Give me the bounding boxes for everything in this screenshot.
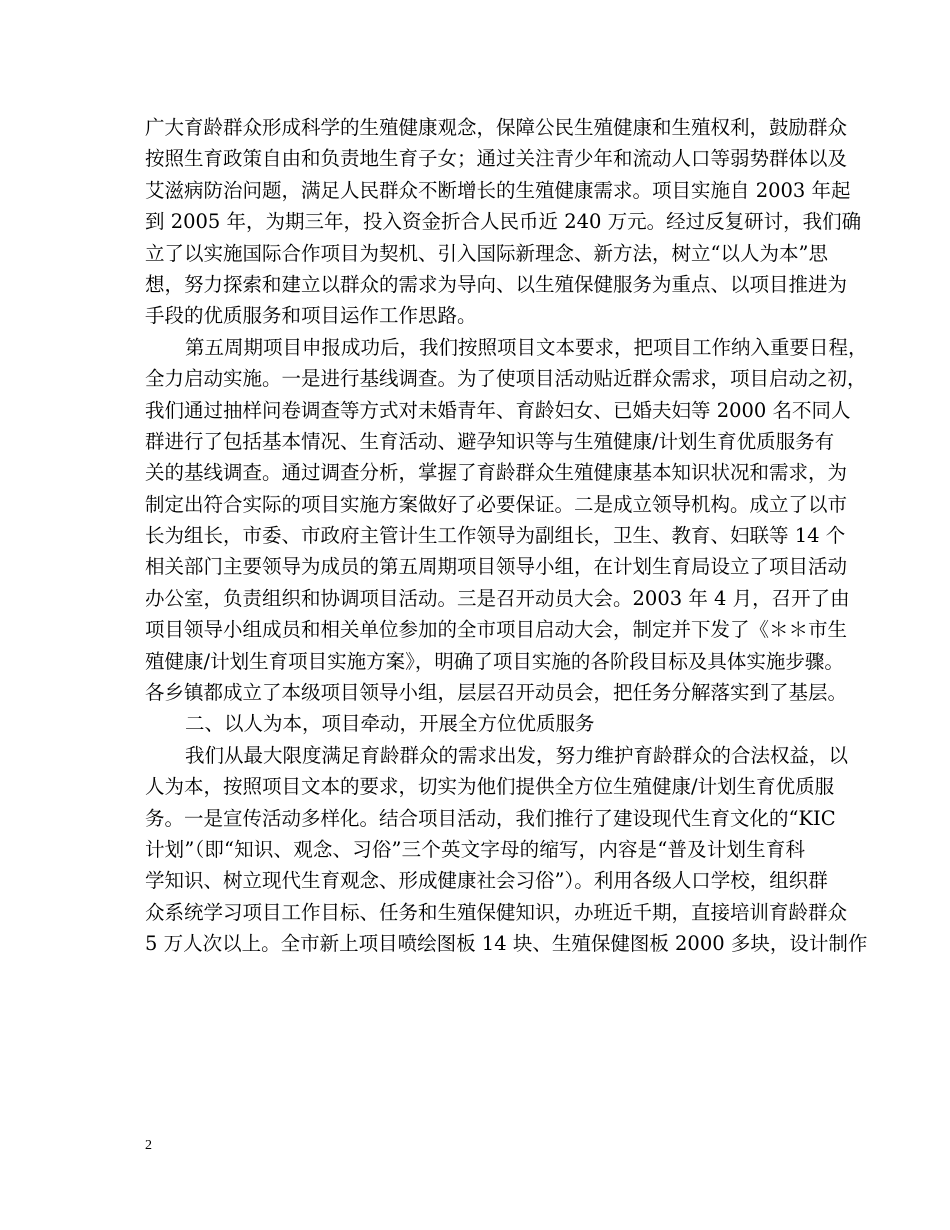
text-line: 制定出符合实际的项目实施方案做好了必要保证。二是成立领导机构。成立了以市 (145, 492, 848, 516)
text-line: 第五周期项目申报成功后，我们按照项目文本要求，把项目工作纳入重要日程， (185, 335, 868, 359)
page-number: 2 (145, 1138, 152, 1153)
section-heading (145, 708, 805, 739)
text-line: 众系统学习项目工作目标、任务和生殖保健知识，办班近千期，直接培训育龄群众 (145, 900, 848, 924)
text-line: 我们从最大限度满足育龄群众的需求出发，努力维护育龄群众的合法权益，以 (185, 743, 849, 767)
paragraph (145, 740, 868, 960)
text-line: 全力启动实施。一是进行基线调查。为了使项目活动贴近群众需求，项目启动之初， (145, 367, 867, 391)
paragraph (145, 332, 868, 709)
text-line: 人为本，按照项目文本的要求，切实为他们提供全方位生殖健康/计划生育优质服 (145, 775, 835, 799)
text-line: 二、以人为本，项目牵动，开展全方位优质服务 (185, 712, 595, 736)
body-text (145, 112, 868, 960)
text-line: 计划”（即“知识、观念、习俗”三个英文字母的缩写，内容是“普及计划生育科 (145, 837, 805, 861)
text-line: 广大育龄群众形成科学的生殖健康观念，保障公民生殖健康和生殖权利，鼓励群众 (145, 116, 848, 139)
text-line: 各乡镇都成立了本级项目领导小组，层层召开动员会，把任务分解落实到了基层。 (145, 681, 848, 705)
text-line: 到 2005 年，为期三年，投入资金折合人民币近 240 万元。经过反复研讨，我们确 (145, 210, 862, 234)
text-line: 5 万人次以上。全市新上项目喷绘图板 14 块、生殖保健图板 2000 多块，设计制作 (145, 932, 868, 956)
text-line: 相关部门主要领导为成员的第五周期项目领导小组，在计划生育局设立了项目活动 (145, 555, 848, 579)
text-line: 艾滋病防治问题，满足人民群众不断增长的生殖健康需求。项目实施自 2003 年起 (145, 178, 851, 202)
text-line: 办公室，负责组织和协调项目活动。三是召开动员大会。2003 年 4 月，召开了由 (145, 586, 850, 610)
text-line: 立了以实施国际合作项目为契机、引入国际新理念、新方法，树立“以人为本”思 (145, 241, 828, 265)
text-line: 群进行了包括基本情况、生育活动、避孕知识等与生殖健康/计划生育优质服务有 (145, 429, 835, 453)
text-line: 想，努力探索和建立以群众的需求为导向、以生殖保健服务为重点、以项目推进为 (145, 272, 848, 296)
text-line: 按照生育政策自由和负责地生育子女；通过关注青少年和流动人口等弱势群体以及 (145, 147, 848, 171)
text-line: 殖健康/计划生育项目实施方案》，明确了项目实施的各阶段目标及具体实施步骤。 (145, 649, 844, 673)
text-line: 学知识、树立现代生育观念、形成健康社会习俗”）。利用各级人口学校，组织群 (145, 869, 828, 893)
text-line: 手段的优质服务和项目运作工作思路。 (145, 304, 477, 328)
text-line: 务。一是宣传活动多样化。结合项目活动，我们推行了建设现代生育文化的“KIC (145, 806, 836, 830)
text-line: 我们通过抽样问卷调查等方式对未婚青年、育龄妇女、已婚夫妇等 2000 名不同人 (145, 398, 851, 422)
paragraph (145, 112, 862, 332)
text-line: 项目领导小组成员和相关单位参加的全市项目启动大会，制定并下发了《＊＊市生 (145, 618, 848, 642)
text-line: 长为组长，市委、市政府主管计生工作领导为副组长，卫生、教育、妇联等 14 个 (145, 524, 846, 548)
text-line: 关的基线调查。通过调查分析，掌握了育龄群众生殖健康基本知识状况和需求，为 (145, 461, 848, 485)
